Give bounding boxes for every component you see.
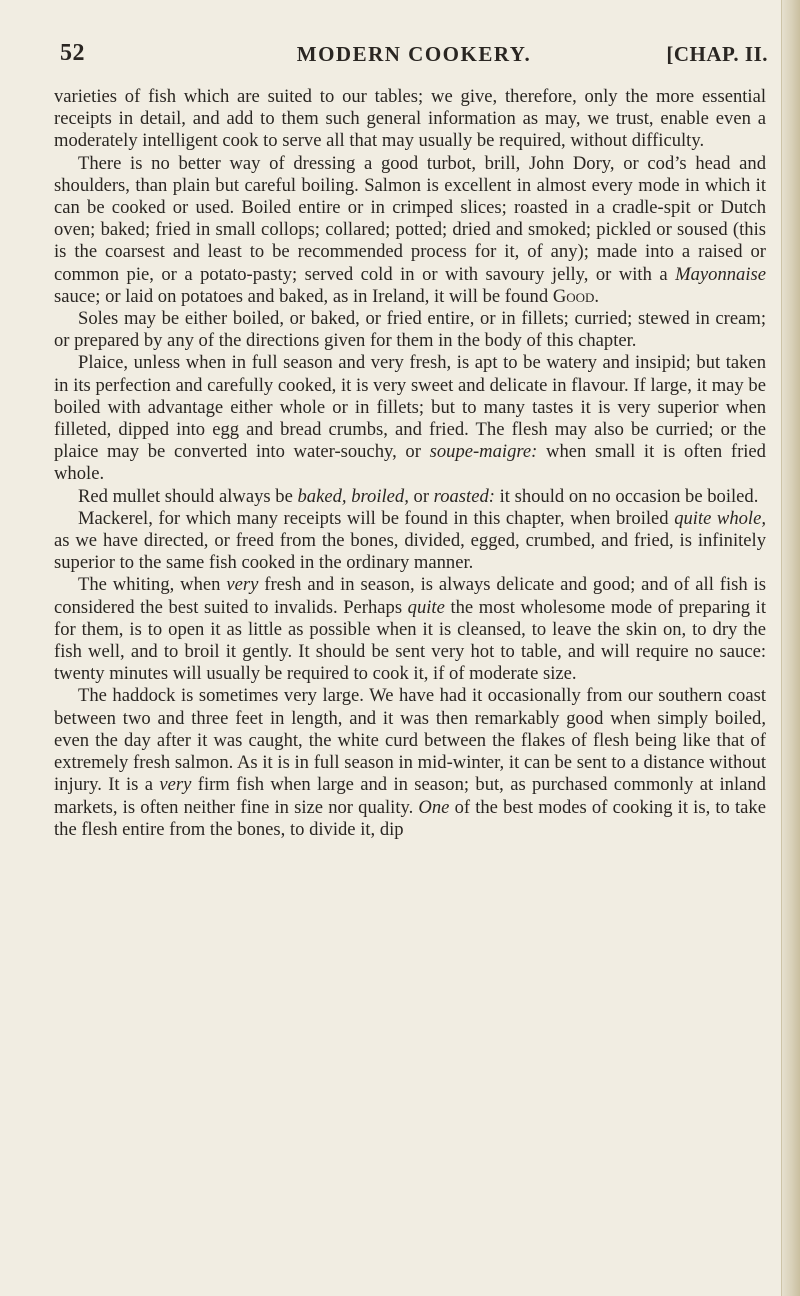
- body-text: [54, 86, 766, 841]
- paragraph-soles: Soles may be either boiled, or baked, or fried entire, or in fillets; curried; stewed in cream; or prepared by any of the directions given for them in the body of this chapter.: [54, 308, 766, 352]
- paragraph-mackerel: Mackerel, for which many receipts will be found in this chapter, when broiled quite whole, as we have directed, or freed from the bones, divided, egged, crumbed, and fried, is infinitely superior to the same fish cooked in the ordinary manner.: [54, 507, 766, 574]
- paragraph-plaice: Plaice, unless when in full season and very fresh, is apt to be watery and insipid; but taken in its perfection and carefully cooked, it is very sweet and delicate in flavour. If large, it may be boiled with advantage either whole or in fillets; but to many tastes it is very superior when filleted, dipped into egg and bread crumbs, and fried. The flesh may also be curried; or the plaice may be converted into water-souchy, or soupe-maigre: when small it is often fried whole.: [54, 352, 766, 485]
- italic-term: soupe-maigre:: [429, 441, 538, 463]
- paragraph-salmon: There is no better way of dressing a good turbot, brill, John Dory, or cod’s head and shoulders, than plain but careful boiling. Salmon is excellent in almost every mode in which it can be cooked or used. Boiled entire or in crimped slices; roasted in a cradle-spit or Dutch oven; baked; fried in small collops; collared; potted; dried and smoked; pickled or soused (this is the coarsest and least to be recommended process for it, of any); made into a raised or common pie, or a potato-pasty; served cold in or with savoury jelly, or with a Mayonnaise sauce; or laid on potatoes and baked, as in Ireland, it will be found Good.: [54, 152, 766, 307]
- italic-term: roasted:: [433, 485, 495, 507]
- paragraph-continued: varieties of fish which are suited to our tables; we give, therefore, only the more essential receipts in detail, and add to them such general information as may, we trust, enable even a moderately intelligent cook to serve all that may usually be required, without difficulty.: [54, 86, 766, 152]
- running-head: [60, 40, 768, 74]
- italic-term: One: [418, 796, 450, 818]
- italic-term: very: [226, 574, 259, 596]
- italic-term: baked,: [297, 485, 347, 507]
- chapter-reference: [CHAP. II.: [666, 42, 768, 66]
- italic-term: broiled,: [351, 485, 409, 507]
- italic-term: quite: [407, 596, 445, 618]
- paragraph-haddock: The haddock is sometimes very large. We have had it occasionally from our southern coast between two and three feet in length, and it was then remarkably good when simply boiled, even the day after it was caught, the white curd between the flakes of flesh being like that of extremely fresh salmon. As it is in full season in mid-winter, it can be sent to a distance without injury. It is a very firm fish when large and in season; but, as purchased commonly at inland markets, is often neither fine in size nor quality. One of the best modes of cooking it is, to take the flesh entire from the bones, to divide it, dip: [54, 685, 766, 840]
- italic-term: very: [159, 774, 192, 796]
- page-number: 52: [60, 40, 85, 66]
- smallcaps-term: Good.: [552, 285, 600, 307]
- italic-term: Mayonnaise: [675, 263, 766, 285]
- italic-term: quite whole,: [674, 507, 766, 529]
- paragraph-red-mullet: Red mullet should always be baked, broiled, or roasted: it should on no occasion be boiled.: [78, 485, 759, 507]
- running-title: MODERN COOKERY.: [296, 42, 532, 66]
- page-edge: [781, 0, 800, 1296]
- paragraph-whiting: The whiting, when very fresh and in season, is always delicate and good; and of all fish is considered the best suited to invalids. Perhaps quite the most wholesome mode of preparing it for them, is to open it as little as possible when it is cleansed, to leave the skin on, to dry the fish well, and to broil it gently. It should be sent very hot to table, and will require no sauce: twenty minutes will usually be required to cook it, if of moderate size.: [54, 574, 766, 685]
